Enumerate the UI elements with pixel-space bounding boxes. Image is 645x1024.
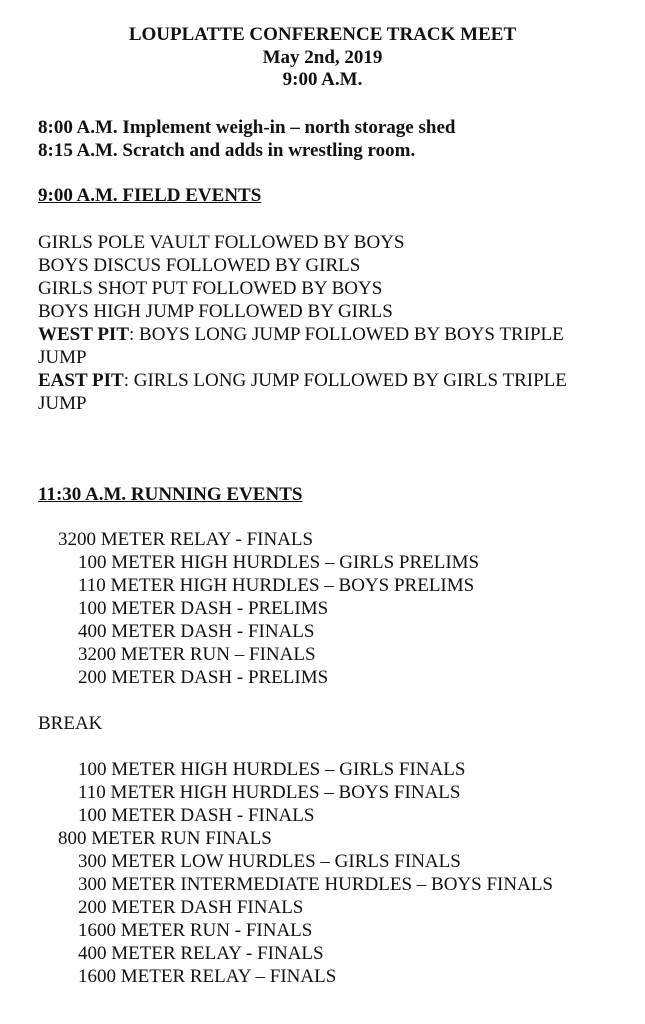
running-event-item: 110 METER HIGH HURDLES – BOYS PRELIMS: [78, 575, 475, 596]
field-events-heading: 9:00 A.M. FIELD EVENTS: [38, 185, 262, 206]
field-events-list: [38, 231, 613, 415]
west-pit-text: : BOYS LONG JUMP FOLLOWED BY BOYS TRIPLE JUMP: [38, 324, 564, 368]
running-event-item: 400 METER RELAY - FINALS: [78, 943, 324, 964]
field-event-item: BOYS HIGH JUMP FOLLOWED BY GIRLS: [38, 301, 393, 322]
east-pit-text: : GIRLS LONG JUMP FOLLOWED BY GIRLS TRIPLE JUMP: [38, 370, 567, 414]
scratch-adds-line: 8:15 A.M. Scratch and adds in wrestling room.: [38, 140, 416, 161]
running-event-item: 200 METER DASH - PRELIMS: [78, 667, 329, 688]
meet-title: LOUPLATTE CONFERENCE TRACK MEET: [128, 24, 517, 45]
running-event-item: 3200 METER RELAY - FINALS: [58, 529, 314, 550]
field-event-item: BOYS DISCUS FOLLOWED BY GIRLS: [38, 255, 361, 276]
pre-meet-schedule: [38, 116, 455, 162]
field-event-item: GIRLS SHOT PUT FOLLOWED BY BOYS: [38, 278, 383, 299]
running-event-item: 100 METER DASH - PRELIMS: [78, 598, 329, 619]
running-event-item: 200 METER DASH FINALS: [78, 897, 304, 918]
running-event-item: 100 METER DASH - FINALS: [78, 805, 315, 826]
meet-start-time: 9:00 A.M.: [282, 69, 363, 90]
weigh-in-line: 8:00 A.M. Implement weigh-in – north storage shed: [38, 117, 456, 138]
meet-header: [0, 24, 645, 92]
west-pit-label: WEST PIT: [38, 324, 129, 345]
running-event-item: 1600 METER RUN - FINALS: [78, 920, 313, 941]
running-event-item: 400 METER DASH - FINALS: [78, 621, 315, 642]
running-event-item: 800 METER RUN FINALS: [58, 828, 272, 849]
meet-date: May 2nd, 2019: [262, 46, 383, 68]
break-label: BREAK: [38, 713, 103, 734]
running-session-one: [38, 528, 479, 689]
field-event-item: GIRLS POLE VAULT FOLLOWED BY BOYS: [38, 232, 405, 253]
running-event-item: 300 METER LOW HURDLES – GIRLS FINALS: [78, 851, 461, 872]
east-pit-label: EAST PIT: [38, 370, 124, 391]
running-event-item: 1600 METER RELAY – FINALS: [78, 966, 337, 987]
running-event-item: 300 METER INTERMEDIATE HURDLES – BOYS FINALS: [78, 874, 553, 895]
running-event-item: 100 METER HIGH HURDLES – GIRLS PRELIMS: [78, 552, 480, 573]
running-events-heading: 11:30 A.M. RUNNING EVENTS: [38, 484, 303, 505]
running-event-item: 100 METER HIGH HURDLES – GIRLS FINALS: [78, 759, 466, 780]
running-event-item: 3200 METER RUN – FINALS: [78, 644, 316, 665]
west-pit-item: [38, 323, 613, 369]
running-session-two: [38, 758, 553, 988]
east-pit-item: [38, 369, 613, 415]
running-event-item: 110 METER HIGH HURDLES – BOYS FINALS: [78, 782, 461, 803]
